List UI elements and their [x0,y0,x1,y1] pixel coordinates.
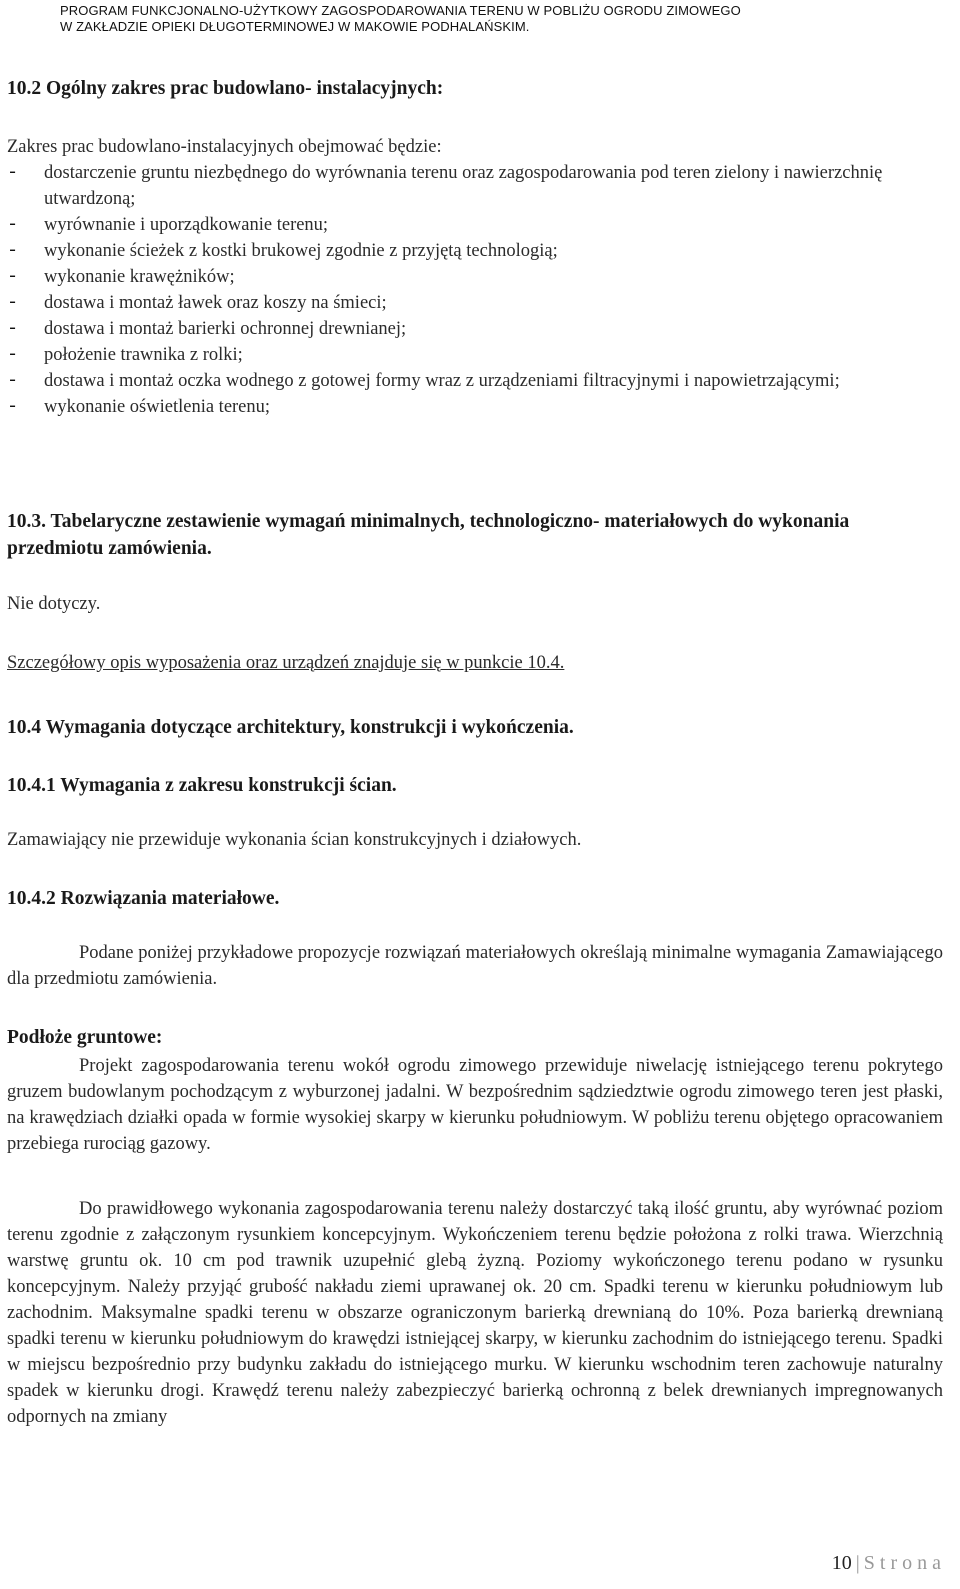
list-dash: - [7,162,19,183]
works-list [7,160,943,420]
works-list-item-text: dostarczenie gruntu niezbędnego do wyrównania terenu oraz zagospodarowania pod teren zielony i nawierzchnię utwardzoną; [44,163,883,209]
works-list-item-text: dostawa i montaż barierki ochronnej drewnianej; [44,319,407,339]
page-footer [832,1552,946,1575]
list-dash: - [7,396,19,417]
works-list-item [7,238,943,264]
list-dash: - [7,292,19,313]
section-10-4-1-text: Zamawiający nie przewiduje wykonania ścian konstrukcyjnych i działowych. [7,830,582,850]
header-line-1: PROGRAM FUNKCJONALNO-UŻYTKOWY ZAGOSPODAROWANIA TERENU W POBLIŻU OGRODU ZIMOWEGO [60,3,741,18]
works-list-item-text: dostawa i montaż oczka wodnego z gotowej formy wraz z urządzeniami filtracyjnymi i napowietrzającymi; [44,371,840,391]
works-list-item [7,290,943,316]
works-list-item [7,160,943,212]
section-10-4-1-title: 10.4.1 Wymagania z zakresu konstrukcji ścian. [7,775,397,796]
works-list-item [7,264,943,290]
section-10-3-text-2: Szczegółowy opis wyposażenia oraz urządzeń znajduje się w punkcie 10.4. [7,653,565,673]
section-10-4-2-text: Podane poniżej przykładowe propozycje rozwiązań materiałowych określają minimalne wymagania Zamawiającego dla przedmiotu zamówienia. [7,943,943,989]
section-10-3-title: 10.3. Tabelaryczne zestawienie wymagań minimalnych, technologiczno- materiałowych do wykonania przedmiotu zamówienia. [7,511,850,559]
podloze-paragraph-1: Projekt zagospodarowania terenu wokół ogrodu zimowego przewiduje niwelację istniejącego terenu pokrytego gruzem budowlanym pochodzącym z wyburzonej jadalni. W bezpośrednim sądziedztwie ogrodu zimowego teren jest płaski, na krawędziach działki opada w formie wysokiej skarpy w kierunku południowym. W pobliżu terenu objętego opracowaniem przebiega rurociąg gazowy. [7,1056,943,1154]
works-list-item [7,368,943,394]
footer-separator: | [855,1552,860,1574]
list-dash: - [7,214,19,235]
section-10-3-text-1: Nie dotyczy. [7,594,101,614]
podloze-paragraph-2: Do prawidłowego wykonania zagospodarowania terenu należy dostarczyć taką ilość gruntu, aby wyrównać poziom terenu zgodnie z załączonym rysunkiem koncepcyjnym. Wykończeniem terenu będzie położona z rolki trawa. Wierzchnią warstwę gruntu ok. 10 cm pod trawnik uzupełnić glebą żyzną. Poziomy wykończonego terenu podano w rysunku koncepcyjnym. Należy przyjąć grubość nakładu ziemi uprawanej ok. 20 cm. Spadki terenu w kierunku południowym lub zachodnim. Maksymalne spadki terenu w obszarze ograniczonym barierką drewnianą do 10%. Poza barierką drewnianą spadki terenu w kierunku południowym do krawędzi istniejącej skarpy, w kierunku zachodnim do istniejącego terenu. Spadki w miejscu bezpośrednio przy budynku zakładu do istniejącego murku. W kierunku wschodnim teren zachowuje naturalny spadek w kierunku drogi. Krawędź terenu należy zabezpieczyć barierką ochronną z belek drewnianych impregnowanych odpornych na zmiany [7,1199,943,1427]
page-number: 10 [831,1552,852,1574]
works-list-item-text: wykonanie ścieżek z kostki brukowej zgodnie z przyjętą technologią; [44,241,558,261]
list-dash: - [7,318,19,339]
works-list-item-text: wyrównanie i uporządkowanie terenu; [44,215,329,235]
works-list-item [7,394,943,420]
list-dash: - [7,344,19,365]
works-list-item-text: dostawa i montaż ławek oraz koszy na śmieci; [44,293,387,313]
page-header [60,3,920,35]
works-list-item [7,342,943,368]
works-list-item [7,212,943,238]
podloze-title: Podłoże gruntowe: [7,1027,163,1048]
list-dash: - [7,266,19,287]
page-word: Strona [863,1552,946,1574]
works-list-item-text: wykonanie krawężników; [44,267,235,287]
section-10-4-2-title: 10.4.2 Rozwiązania materiałowe. [7,888,280,909]
works-list-item-text: wykonanie oświetlenia terenu; [44,397,271,417]
header-line-2: W ZAKŁADZIE OPIEKI DŁUGOTERMINOWEJ W MAKOWIE PODHALAŃSKIM. [60,19,530,34]
works-list-item [7,316,943,342]
list-dash: - [7,240,19,261]
works-list-item-text: położenie trawnika z rolki; [44,345,243,365]
section-10-2-title: 10.2 Ogólny zakres prac budowlano- instalacyjnych: [7,78,444,99]
section-10-2-intro: Zakres prac budowlano-instalacyjnych obejmować będzie: [7,137,442,157]
list-dash: - [7,370,19,391]
section-10-4-title: 10.4 Wymagania dotyczące architektury, konstrukcji i wykończenia. [7,717,574,738]
